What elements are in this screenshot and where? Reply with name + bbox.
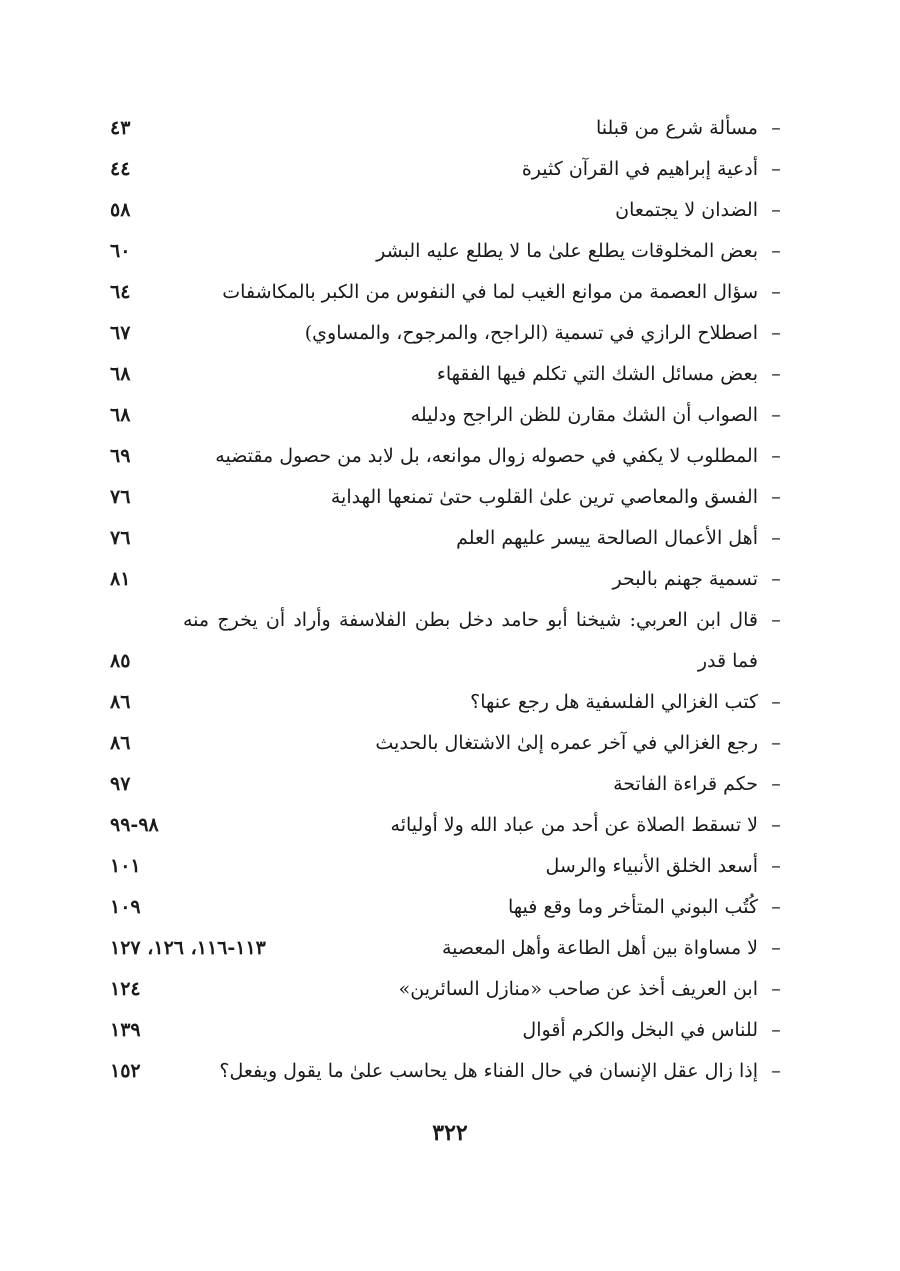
entry-dash: – bbox=[771, 1019, 781, 1041]
entry-title: المطلوب لا يكفي في حصوله زوال موانعه، بل لابد من حصول مقتضيه bbox=[215, 445, 758, 467]
entry-dash: – bbox=[771, 445, 781, 467]
entry-dash: – bbox=[771, 158, 781, 180]
index-entry bbox=[110, 805, 790, 846]
index-list bbox=[110, 108, 790, 1092]
index-entry bbox=[110, 272, 790, 313]
entry-dash: – bbox=[771, 240, 781, 262]
entry-title: تسمية جهنم بالبحر bbox=[612, 568, 758, 590]
entry-title: بعض المخلوقات يطلع علىٰ ما لا يطلع عليه البشر bbox=[376, 240, 758, 262]
entry-title: رجع الغزالي في آخر عمره إلىٰ الاشتغال بالحديث bbox=[375, 732, 758, 754]
index-entry bbox=[110, 190, 790, 231]
entry-pages: ٩٨-٩٩ bbox=[110, 814, 159, 836]
index-entry bbox=[110, 1010, 790, 1051]
entry-dash: – bbox=[771, 773, 781, 795]
entry-title: الضدان لا يجتمعان bbox=[615, 199, 758, 221]
entry-pages: ١١٣-١١٦، ١٢٦، ١٢٧ bbox=[110, 937, 266, 959]
entry-title: أدعية إبراهيم في القرآن كثيرة bbox=[521, 158, 758, 180]
entry-title: للناس في البخل والكرم أقوال bbox=[522, 1019, 758, 1041]
index-entry bbox=[110, 682, 790, 723]
entry-title: كتب الغزالي الفلسفية هل رجع عنها؟ bbox=[470, 691, 758, 713]
entry-title: حكم قراءة الفاتحة bbox=[613, 773, 758, 795]
entry-title: الفسق والمعاصي ترين علىٰ القلوب حتىٰ تمنعها الهداية bbox=[330, 486, 758, 508]
entry-pages: ٦٠ bbox=[110, 240, 131, 262]
entry-pages: ٦٤ bbox=[110, 281, 131, 303]
entry-pages: ٧٦ bbox=[110, 486, 131, 508]
entry-dash: – bbox=[771, 609, 781, 631]
entry-pages: ٨٦ bbox=[110, 732, 131, 754]
entry-pages: ٦٧ bbox=[110, 322, 131, 344]
entry-pages: ١٠١ bbox=[110, 855, 141, 877]
entry-pages: ٦٩ bbox=[110, 445, 131, 467]
index-entry bbox=[110, 231, 790, 272]
entry-dash: – bbox=[771, 281, 781, 303]
index-entry bbox=[110, 395, 790, 436]
index-entry bbox=[110, 354, 790, 395]
entry-pages: ٨٦ bbox=[110, 691, 131, 713]
entry-pages: ٩٧ bbox=[110, 773, 131, 795]
entry-title: ابن العريف أخذ عن صاحب «منازل السائرين» bbox=[398, 978, 758, 1000]
entry-dash: – bbox=[771, 486, 781, 508]
index-entry bbox=[110, 600, 790, 682]
entry-title: اصطلاح الرازي في تسمية (الراجح، والمرجوح، والمساوي) bbox=[304, 322, 758, 344]
entry-title: أهل الأعمال الصالحة ييسر عليهم العلم bbox=[456, 527, 758, 549]
entry-pages: ٥٨ bbox=[110, 199, 131, 221]
entry-pages: ٨١ bbox=[110, 568, 131, 590]
entry-title: الصواب أن الشك مقارن للظن الراجح ودليله bbox=[410, 404, 758, 426]
entry-title: لا تسقط الصلاة عن أحد من عباد الله ولا أوليائه bbox=[390, 814, 758, 836]
entry-dash: – bbox=[771, 855, 781, 877]
entry-dash: – bbox=[771, 732, 781, 754]
index-entry bbox=[110, 1051, 790, 1092]
entry-dash: – bbox=[771, 1060, 781, 1082]
entry-pages: ٦٨ bbox=[110, 404, 131, 426]
index-entry bbox=[110, 477, 790, 518]
entry-dash: – bbox=[771, 363, 781, 385]
entry-title: بعض مسائل الشك التي تكلم فيها الفقهاء bbox=[436, 363, 758, 385]
entry-pages: ١٢٤ bbox=[110, 978, 141, 1000]
entry-pages: ١٣٩ bbox=[110, 1019, 141, 1041]
entry-pages: ٧٦ bbox=[110, 527, 131, 549]
entry-dash: – bbox=[771, 937, 781, 959]
entry-pages: ١٥٢ bbox=[110, 1060, 141, 1082]
entry-dash: – bbox=[771, 199, 781, 221]
index-entry bbox=[110, 108, 790, 149]
index-entry bbox=[110, 887, 790, 928]
entry-title: إذا زال عقل الإنسان في حال الفناء هل يحاسب علىٰ ما يقول ويفعل؟ bbox=[219, 1060, 758, 1082]
index-entry bbox=[110, 313, 790, 354]
index-entry bbox=[110, 969, 790, 1010]
entry-pages: ٦٨ bbox=[110, 363, 131, 385]
entry-dash: – bbox=[771, 568, 781, 590]
entry-dash: – bbox=[771, 691, 781, 713]
index-entry bbox=[110, 846, 790, 887]
entry-pages: ٤٣ bbox=[110, 117, 131, 139]
index-entry bbox=[110, 764, 790, 805]
index-entry bbox=[110, 559, 790, 600]
page-number: ٣٢٢ bbox=[432, 1120, 468, 1146]
index-entry bbox=[110, 436, 790, 477]
entry-dash: – bbox=[771, 322, 781, 344]
entry-pages: ١٠٩ bbox=[110, 896, 141, 918]
index-entry bbox=[110, 723, 790, 764]
entry-pages: ٨٥ bbox=[110, 650, 131, 672]
entry-dash: – bbox=[771, 814, 781, 836]
entry-pages: ٤٤ bbox=[110, 158, 131, 180]
entry-title: سؤال العصمة من موانع الغيب لما في النفوس من الكبر بالمكاشفات bbox=[222, 281, 758, 303]
entry-title: كُتُب البوني المتأخر وما وقع فيها bbox=[507, 896, 758, 918]
index-entry bbox=[110, 518, 790, 559]
entry-dash: – bbox=[771, 527, 781, 549]
entry-title: قال ابن العربي: شيخنا أبو حامد دخل بطن الفلاسفة وأراد أن يخرج منه فما قدر bbox=[183, 609, 758, 672]
entry-dash: – bbox=[771, 117, 781, 139]
entry-dash: – bbox=[771, 404, 781, 426]
entry-dash: – bbox=[771, 896, 781, 918]
entry-title: لا مساواة بين أهل الطاعة وأهل المعصية bbox=[441, 937, 758, 959]
entry-dash: – bbox=[771, 978, 781, 1000]
entry-title: أسعد الخلق الأنبياء والرسل bbox=[545, 855, 758, 877]
index-entry bbox=[110, 149, 790, 190]
entry-title: مسألة شرع من قبلنا bbox=[595, 117, 758, 139]
index-entry bbox=[110, 928, 790, 969]
